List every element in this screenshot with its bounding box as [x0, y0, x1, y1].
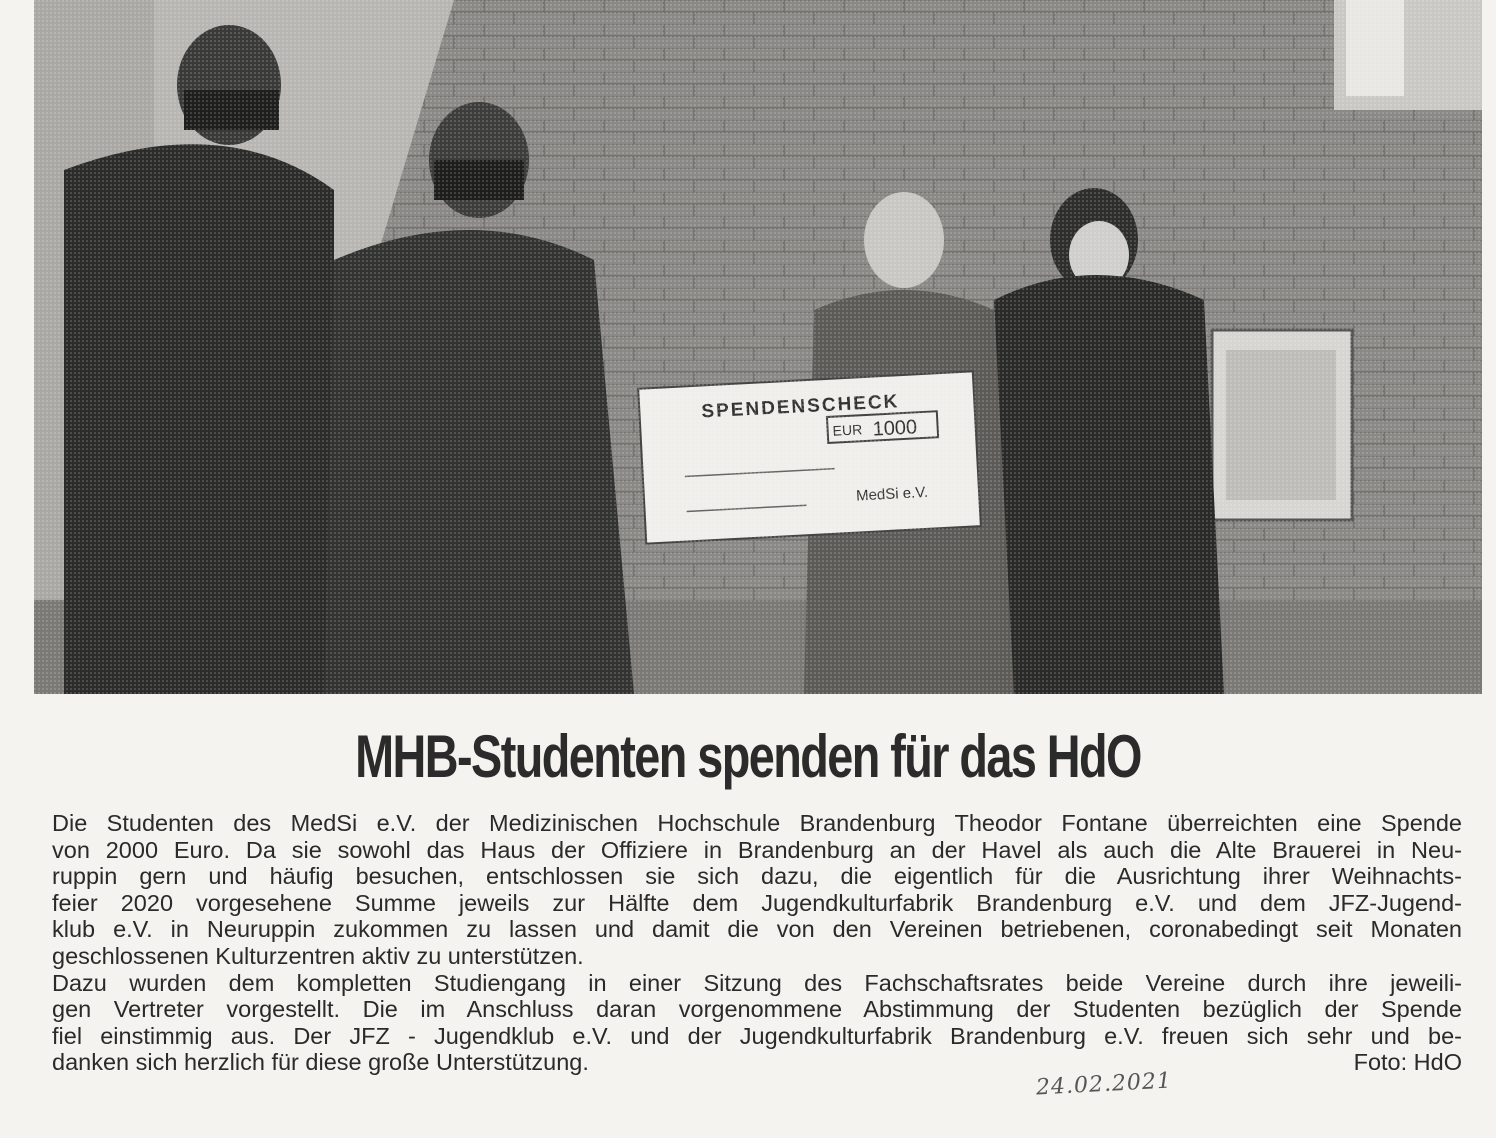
body-line: fiel einstimmig aus. Der JFZ - Jugendklub e.V. und der Jugendkulturfabrik Brandenburg e.V. freuen sich sehr und be-: [52, 1022, 1462, 1049]
body-line: ruppin gern und häufig besuchen, entschlossen sie sich dazu, die eigentlich für die Ausrichtung ihrer Weihnachts-: [52, 863, 1462, 890]
body-line: Dazu wurden dem kompletten Studiengang in einer Sitzung des Fachschaftsrates beide Vereine durch ihre jeweili-: [52, 969, 1462, 996]
body-last-line: danken sich herzlich für diese große Unterstützung.: [52, 1049, 589, 1076]
article-headline: MHB-Studenten spenden für das HdO: [355, 723, 1141, 790]
last-line-row: [52, 1049, 1462, 1076]
handwritten-date: 24.02.2021: [1035, 1068, 1173, 1101]
body-line: geschlossenen Kulturzentren aktiv zu unterstützen.: [52, 942, 584, 969]
body-line: gen Vertreter vorgestellt. Die im Anschluss daran vorgenommene Abstimmung der Studenten bezüglich der Spende: [52, 996, 1462, 1023]
news-photo: [34, 0, 1482, 694]
body-line: klub e.V. in Neuruppin zukommen zu lassen und damit die von den Vereinen betriebenen, coronabedingt seit Monaten: [52, 916, 1462, 943]
photo-credit: Foto: HdO: [1353, 1049, 1462, 1076]
body-line: Die Studenten des MedSi e.V. der Medizinischen Hochschule Brandenburg Theodor Fontane überreichten eine Spende: [52, 810, 1462, 836]
photo-illustration: [34, 0, 1482, 694]
article-body: [52, 810, 1462, 1076]
body-line: von 2000 Euro. Da sie sowohl das Haus der Offiziere in Brandenburg an der Havel als auch die Alte Brauerei in Neu-: [52, 836, 1462, 863]
body-line: feier 2020 vorgesehene Summe jeweils zur Hälfte dem Jugendkulturfabrik Brandenburg e.V. und dem JFZ-Jugend-: [52, 889, 1462, 916]
